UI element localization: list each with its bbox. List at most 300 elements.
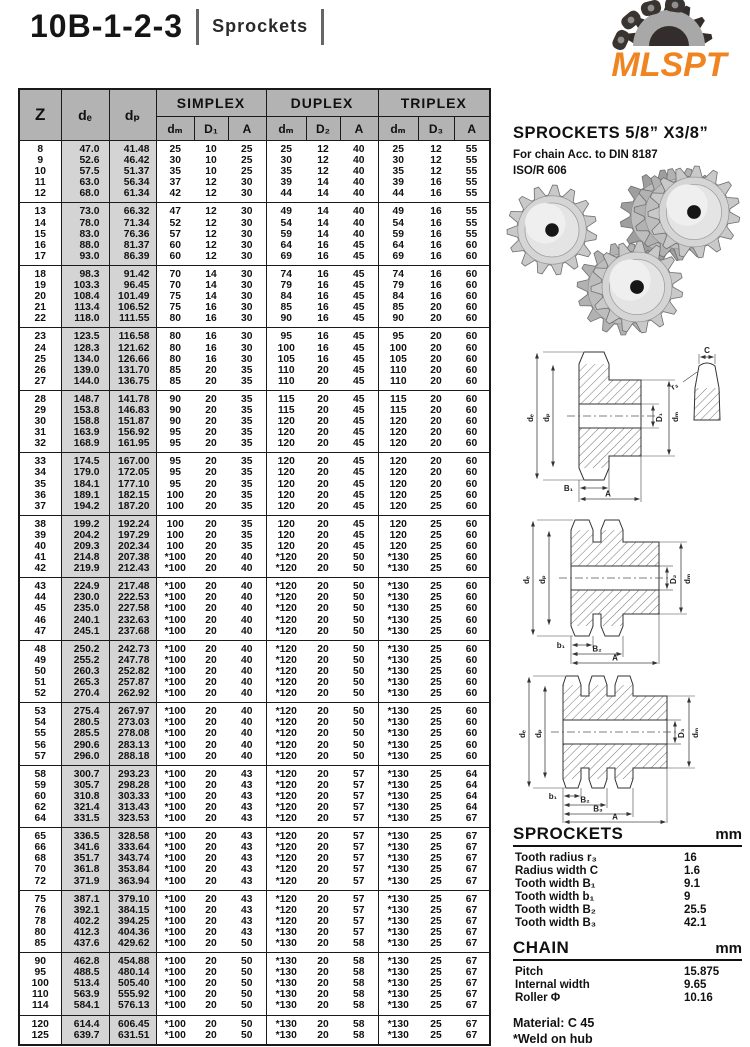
logo-text: MLSPT (611, 46, 727, 82)
table-cell: 384.15 (109, 905, 156, 916)
table-row (19, 141, 490, 156)
table-cell: 16 (317, 280, 329, 292)
table-row-group (19, 703, 490, 765)
table-cell: *130 (378, 626, 418, 641)
table-cell: 45 (353, 353, 365, 365)
table-cell: 217.48 (109, 578, 156, 593)
table-cell: 95 (156, 453, 194, 468)
table-cell: 16 (430, 250, 442, 262)
table-cell: 17 (34, 250, 46, 262)
table-cell: 67 (465, 1029, 478, 1041)
table-cell: 202.34 (109, 541, 156, 552)
table-cell: 100 (156, 541, 194, 552)
table-cell: 60 (465, 654, 478, 666)
table-cell: 20 (430, 302, 442, 314)
table-cell: *130 (266, 938, 306, 953)
table-cell: *100 (156, 780, 194, 791)
spec-label: Tooth width B₃ (515, 917, 597, 929)
table-cell: 20 (205, 875, 217, 887)
table-cell: 16 (317, 250, 329, 262)
table-cell: 16 (34, 239, 46, 251)
table-cell: 45 (353, 331, 365, 343)
table-cell: 20 (317, 688, 329, 700)
table-cell: 43 (241, 926, 253, 938)
table-cell: 40 (353, 188, 365, 200)
table-cell: 25 (430, 978, 442, 990)
table-cell: 563.9 (61, 989, 109, 1000)
table-cell: 40 (241, 739, 253, 751)
table-cell: 50 (353, 563, 365, 575)
table-cell: 44 (34, 592, 46, 604)
table-cell: 55 (465, 217, 478, 229)
table-row-group (19, 141, 490, 203)
table-cell: 42 (34, 563, 46, 575)
table-cell: 20 (317, 552, 329, 564)
table-cell: 20 (205, 1018, 217, 1030)
table-cell: 513.4 (61, 978, 109, 989)
table-cell: 25 (430, 614, 442, 626)
table-cell: 20 (317, 467, 329, 479)
table-cell: 57 (353, 864, 365, 876)
table-cell: 20 (205, 592, 217, 604)
svg-text:D₂: D₂ (669, 574, 678, 584)
table-cell: 67 (465, 915, 478, 927)
table-cell: 45 (353, 478, 365, 490)
table-cell: 25 (430, 717, 442, 729)
table-cell: 25 (430, 956, 442, 968)
table-cell: 232.63 (109, 615, 156, 626)
table-cell: 43 (241, 831, 253, 843)
table-cell: 20 (317, 926, 329, 938)
table-cell: 20 (205, 831, 217, 843)
table-cell: 57 (353, 842, 365, 854)
table-cell: 45 (353, 529, 365, 541)
table-cell: 106.52 (109, 302, 156, 313)
table-cell: 144.0 (61, 376, 109, 391)
table-cell: 67 (465, 831, 478, 843)
table-cell: *100 (156, 938, 194, 953)
table-cell: 73.0 (61, 203, 109, 218)
table-cell: 25 (430, 552, 442, 564)
table-cell: 45 (353, 404, 365, 416)
table-cell: *130 (266, 1015, 306, 1030)
table-cell: 30 (156, 155, 194, 166)
table-cell: 56 (34, 739, 46, 751)
table-cell: 25 (430, 1018, 442, 1030)
table-cell: 59 (266, 229, 306, 240)
table-cell: 44 (378, 188, 418, 203)
table-cell: *130 (378, 953, 418, 968)
table-cell: *100 (156, 688, 194, 703)
table-cell: *100 (156, 1015, 194, 1030)
table-cell: 20 (317, 563, 329, 575)
table-cell: 90 (156, 405, 194, 416)
table-cell: 60 (465, 750, 478, 762)
table-cell: 209.3 (61, 541, 109, 552)
table-cell: 19 (34, 280, 46, 292)
sprocket-photos (502, 162, 750, 346)
table-cell: 134.0 (61, 354, 109, 365)
table-cell: 20 (205, 864, 217, 876)
table-cell: 64 (465, 790, 478, 802)
table-row (19, 626, 490, 641)
table-cell: 16 (317, 331, 329, 343)
spec-value: 9 (684, 891, 691, 903)
table-cell: 10 (205, 144, 217, 155)
table-cell: 29 (34, 404, 46, 416)
page-header (30, 8, 324, 45)
table-cell: 25 (430, 989, 442, 1001)
table-row (19, 728, 490, 739)
table-cell: 35 (34, 478, 46, 490)
table-cell: *120 (266, 578, 306, 593)
table-cell: 47 (34, 625, 46, 637)
table-cell: 50 (353, 750, 365, 762)
svg-text:A: A (612, 653, 618, 663)
table-cell: 14 (205, 268, 217, 280)
table-cell: 120 (266, 490, 306, 501)
table-cell: 20 (317, 790, 329, 802)
table-cell: *130 (378, 791, 418, 802)
table-cell: 192.24 (109, 515, 156, 530)
table-cell: 118.0 (61, 313, 109, 328)
table-cell: 57 (353, 768, 365, 780)
spec-row (515, 904, 742, 917)
table-cell: 20 (317, 427, 329, 439)
chain-spec-rows (515, 966, 742, 1005)
table-cell: 20 (317, 938, 329, 949)
table-cell: *130 (378, 688, 418, 703)
table-cell: *100 (156, 703, 194, 718)
table-cell: *100 (156, 989, 194, 1000)
table-cell: *120 (266, 802, 306, 813)
table-cell: 20 (205, 364, 217, 376)
table-cell: 184.1 (61, 479, 109, 490)
iso-standard-note: ISO/R 606 (513, 165, 567, 177)
table-cell: 462.8 (61, 953, 109, 968)
table-cell: 35 (241, 416, 253, 428)
table-cell: 25 (430, 563, 442, 575)
table-cell: 16 (317, 268, 329, 280)
table-cell: 25 (430, 790, 442, 802)
table-cell: 20 (205, 779, 217, 791)
spec-panel (513, 824, 742, 1047)
table-cell: 20 (317, 717, 329, 729)
table-cell: 58 (353, 1000, 365, 1012)
table-cell: 60 (465, 331, 478, 343)
table-cell: 83.0 (61, 229, 109, 240)
table-cell: 57 (353, 893, 365, 905)
table-cell: *120 (266, 563, 306, 578)
table-cell: 39 (266, 177, 306, 188)
table-cell: 394.25 (109, 916, 156, 927)
table-cell: 38 (34, 518, 46, 530)
table-cell: 20 (317, 416, 329, 428)
spec-row (515, 852, 742, 865)
table-cell: 55 (465, 206, 478, 218)
table-cell: 58 (353, 978, 365, 990)
table-cell: 576.13 (109, 1000, 156, 1015)
spec-value: 16 (684, 852, 697, 864)
table-cell: 20 (317, 864, 329, 876)
table-cell: 80 (156, 354, 194, 365)
table-cell: 14 (205, 280, 217, 292)
table-cell: 227.58 (109, 603, 156, 614)
spec-label: Tooth width B₂ (515, 904, 596, 916)
svg-text:dₘ: dₘ (683, 573, 692, 584)
table-cell: *120 (266, 890, 306, 905)
table-cell: 16 (317, 353, 329, 365)
table-row (19, 365, 490, 376)
table-cell: 116.58 (109, 328, 156, 343)
table-row (19, 313, 490, 328)
table-cell: 64 (465, 768, 478, 780)
table-cell: 72 (34, 875, 46, 887)
table-cell: 50 (353, 688, 365, 700)
table-cell: 75 (34, 893, 46, 905)
table-row-group (19, 1015, 490, 1045)
table-cell: 43 (241, 853, 253, 865)
table-cell: 300.7 (61, 765, 109, 780)
title-divider (196, 9, 199, 45)
table-cell: 85 (156, 365, 194, 376)
table-cell: 60 (465, 518, 478, 530)
table-cell: 148.7 (61, 390, 109, 405)
table-cell: 20 (317, 813, 329, 825)
table-cell: 50 (353, 581, 365, 593)
table-cell: 25 (430, 926, 442, 938)
table-row (19, 677, 490, 688)
table-cell: 25 (430, 853, 442, 865)
table-cell: *130 (266, 927, 306, 938)
table-cell: 67 (465, 875, 478, 887)
sub-col-header: A (454, 117, 490, 141)
table-cell: 95 (156, 427, 194, 438)
table-cell: *120 (266, 864, 306, 875)
title-divider (321, 9, 324, 45)
table-cell: 328.58 (109, 828, 156, 843)
brand-logo (585, 0, 745, 82)
table-cell: 40 (241, 592, 253, 604)
table-cell: 20 (317, 1018, 329, 1030)
table-cell: *120 (266, 640, 306, 655)
table-cell: 20 (317, 541, 329, 552)
table-cell: 62 (34, 801, 46, 813)
spec-label: Tooth width B₁ (515, 878, 596, 890)
table-cell: *100 (156, 615, 194, 626)
table-cell: 262.92 (109, 688, 156, 703)
spec-label: Tooth radius r₃ (515, 852, 597, 864)
table-cell: 25 (430, 864, 442, 876)
table-cell: 288.18 (109, 751, 156, 766)
table-cell: 20 (205, 529, 217, 541)
table-row (19, 953, 490, 968)
table-cell: *120 (266, 552, 306, 563)
table-cell: 46.42 (109, 155, 156, 166)
spec-value: 15.875 (684, 966, 720, 978)
table-row (19, 989, 490, 1000)
table-cell: 16 (205, 302, 217, 314)
table-cell: 60 (34, 790, 46, 802)
table-cell: *100 (156, 1030, 194, 1045)
table-cell: 20 (205, 518, 217, 530)
table-row (19, 780, 490, 791)
spec-value: 9.1 (684, 878, 700, 890)
table-cell: 120 (378, 541, 418, 552)
table-cell: 43 (241, 875, 253, 887)
spec-value: 1.6 (684, 865, 700, 877)
table-cell: 20 (317, 750, 329, 762)
table-cell: *120 (266, 740, 306, 751)
table-cell: 90 (266, 313, 306, 328)
table-row (19, 405, 490, 416)
table-cell: 30 (241, 188, 253, 200)
table-cell: 379.10 (109, 890, 156, 905)
table-cell: 30 (241, 228, 253, 240)
svg-text:dₑ: dₑ (526, 414, 535, 422)
table-row-group (19, 828, 490, 890)
table-row (19, 905, 490, 916)
table-cell: 30 (241, 239, 253, 251)
table-cell: 283.13 (109, 740, 156, 751)
table-cell: 45 (353, 291, 365, 303)
table-cell: 20 (205, 717, 217, 729)
table-cell: 74 (378, 265, 418, 280)
table-cell: 20 (317, 625, 329, 637)
table-cell: 16 (430, 280, 442, 292)
table-cell: *120 (266, 842, 306, 853)
table-cell: 101.49 (109, 291, 156, 302)
table-row (19, 751, 490, 766)
table-cell: *130 (266, 953, 306, 968)
table-cell: 128.3 (61, 343, 109, 354)
table-cell: 25 (430, 529, 442, 541)
table-cell: 67 (465, 1018, 478, 1030)
table-cell: 57 (353, 801, 365, 813)
table-cell: 20 (205, 938, 217, 949)
table-cell: 64 (465, 779, 478, 791)
table-cell: 50 (241, 978, 253, 990)
table-cell: 194.2 (61, 501, 109, 516)
table-row (19, 842, 490, 853)
table-cell: 60 (465, 489, 478, 501)
table-cell: 20 (205, 416, 217, 428)
table-cell: 20 (205, 654, 217, 666)
table-cell: 20 (317, 842, 329, 854)
table-cell: *130 (378, 677, 418, 688)
table-cell: 96.45 (109, 280, 156, 291)
table-cell: 120 (378, 416, 418, 427)
table-cell: 115 (266, 405, 306, 416)
table-cell: 40 (241, 728, 253, 740)
table-cell: 25 (430, 813, 442, 825)
table-cell: 30 (241, 206, 253, 218)
table-cell: 79 (266, 280, 306, 291)
table-cell: 25 (430, 779, 442, 791)
table-cell: 43 (241, 893, 253, 905)
table-cell: 60 (465, 393, 478, 405)
table-cell: 20 (317, 592, 329, 604)
table-cell: *100 (156, 953, 194, 968)
table-cell: 20 (205, 1029, 217, 1041)
table-row (19, 530, 490, 541)
table-cell: 75 (156, 291, 194, 302)
table-cell: 454.88 (109, 953, 156, 968)
table-cell: 20 (317, 456, 329, 468)
table-cell: 20 (205, 989, 217, 1001)
table-cell: 278.08 (109, 728, 156, 739)
table-cell: 50 (353, 739, 365, 751)
table-cell: 20 (317, 978, 329, 990)
table-cell: 14 (34, 217, 46, 229)
table-row (19, 1000, 490, 1015)
table-cell: 10 (205, 166, 217, 178)
table-cell: 15 (34, 228, 46, 240)
table-cell: 25 (430, 875, 442, 887)
table-cell: 45 (353, 500, 365, 512)
svg-text:B₃: B₃ (593, 804, 603, 814)
table-cell: 20 (317, 500, 329, 512)
table-cell: 298.28 (109, 780, 156, 791)
table-cell: 20 (205, 926, 217, 938)
table-cell: 60 (156, 251, 194, 266)
table-row (19, 328, 490, 343)
table-cell: 47 (156, 203, 194, 218)
table-cell: 35 (241, 467, 253, 479)
table-cell: *130 (378, 842, 418, 853)
table-cell: 67 (465, 813, 478, 825)
table-cell: 76.36 (109, 229, 156, 240)
table-cell: 197.29 (109, 530, 156, 541)
table-cell: 257.87 (109, 677, 156, 688)
table-cell: *100 (156, 927, 194, 938)
table-cell: 78 (34, 915, 46, 927)
table-cell: 16 (430, 268, 442, 280)
table-cell: 45 (353, 239, 365, 251)
table-cell: 20 (205, 489, 217, 501)
table-cell: 40 (241, 581, 253, 593)
table-cell: *130 (378, 828, 418, 843)
table-cell: 336.5 (61, 828, 109, 843)
table-cell: 20 (205, 404, 217, 416)
table-row (19, 978, 490, 989)
table-cell: 67 (465, 842, 478, 854)
table-cell: *120 (266, 916, 306, 927)
table-cell: 156.92 (109, 427, 156, 438)
table-cell: 95 (156, 479, 194, 490)
table-cell: 20 (317, 375, 329, 387)
table-cell: 57 (353, 813, 365, 825)
table-cell: 39 (378, 177, 418, 188)
table-cell: 50 (353, 552, 365, 564)
table-cell: 16 (205, 313, 217, 325)
table-cell: 67 (465, 853, 478, 865)
table-cell: 20 (205, 915, 217, 927)
table-row (19, 354, 490, 365)
table-cell: 20 (205, 427, 217, 439)
table-cell: 230.0 (61, 592, 109, 603)
table-cell: *100 (156, 626, 194, 641)
table-cell: 12 (205, 177, 217, 189)
table-cell: 69 (378, 251, 418, 266)
table-cell: 52 (156, 218, 194, 229)
table-cell: 43 (241, 904, 253, 916)
table-cell: 25 (430, 688, 442, 700)
table-cell: 153.8 (61, 405, 109, 416)
table-cell: 16 (430, 239, 442, 251)
table-cell: 45 (353, 342, 365, 354)
svg-text:dₚ: dₚ (542, 413, 551, 422)
